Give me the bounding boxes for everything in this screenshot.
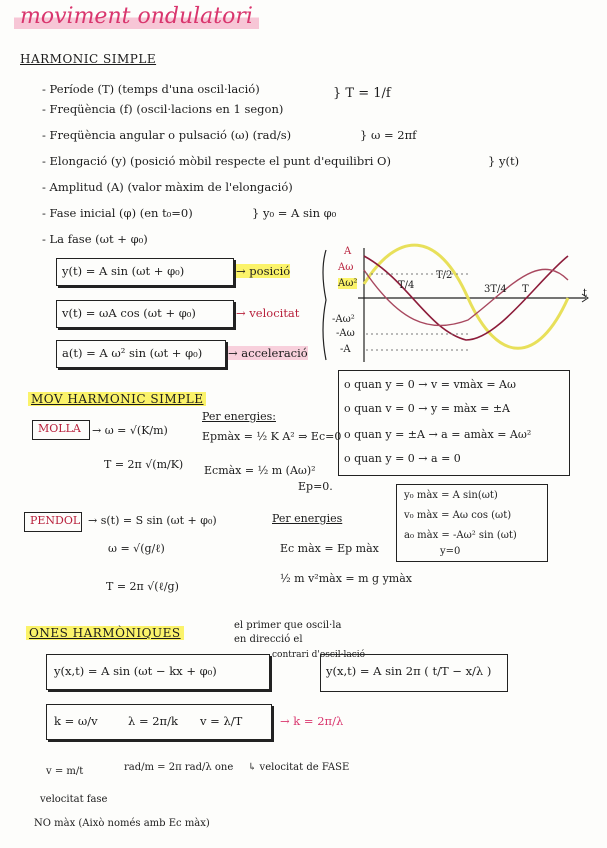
graph-xlabel: T — [522, 284, 529, 295]
pendol-energies: Ec màx = Ep màx — [280, 542, 379, 555]
pendol-energies: ½ m v²màx = m g ymàx — [280, 572, 412, 585]
list-item: - La fase (ωt + φ₀) — [42, 232, 148, 246]
eq-velocity: v(t) = ωA cos (ωt + φ₀) — [62, 306, 196, 320]
molla-omega: → ω = √(K/m) — [92, 424, 168, 437]
list-item: - Període (T) (temps d'una oscil·lació) — [42, 82, 260, 96]
max-line: y₀ màx = A sin(ωt) — [404, 490, 498, 501]
label-position: → posició — [236, 264, 291, 278]
pendol-period: T = 2π √(ℓ/g) — [106, 580, 179, 593]
formula-w: } ω = 2πf — [360, 128, 417, 142]
graph-ylabel: -A — [340, 344, 351, 355]
graph-xlabel: 3T/4 — [484, 284, 507, 295]
eq-position: y(t) = A sin (ωt + φ₀) — [62, 264, 185, 278]
page-title: moviment ondulatori — [14, 4, 259, 29]
condition-line: o quan v = 0 → y = màx = ±A — [344, 402, 511, 415]
graph-xlabel: T/2 — [436, 270, 453, 281]
graph-ylabel: -Aω — [336, 328, 355, 339]
eq-k: k = ω/v — [54, 714, 98, 728]
footer-note: NO màx (Això només amb Ec màx) — [34, 818, 210, 829]
pendol-label: PENDOL — [30, 514, 81, 527]
graph-ylabel: Aω² — [338, 278, 358, 289]
eq-k-red: → k = 2π/λ — [280, 714, 344, 728]
wave-equation: y(x,t) = A sin (ωt − kx + φ₀) — [54, 664, 217, 678]
pendol-energies-title: Per energies — [272, 512, 343, 525]
label-acceleration: → acceleració — [228, 346, 308, 360]
note: en direcció el — [234, 634, 303, 645]
list-item: - Freqüència angular o pulsació (ω) (rad/s) — [42, 128, 292, 142]
energies-title: Per energies: — [202, 410, 276, 423]
section-heading-harmonic: HARMONIC SIMPLE — [20, 52, 157, 66]
list-item: - Amplitud (A) (valor màxim de l'elongació) — [42, 180, 293, 194]
vel-fase-left: velocitat fase — [40, 794, 108, 805]
eq-lambda: λ = 2π/k — [128, 714, 178, 728]
vel-fase-right: ↳ velocitat de FASE — [248, 762, 350, 773]
max-line: y=0 — [440, 546, 461, 557]
graph-xlabel: T/4 — [398, 280, 415, 291]
list-item: - Freqüència (f) (oscil·lacions en 1 segon) — [42, 102, 284, 116]
energies-line: Ecmàx = ½ m (Aω)² — [204, 464, 316, 477]
eq-acceleration: a(t) = A ω² sin (ωt + φ₀) — [62, 346, 203, 360]
condition-line: o quan y = ±A → a = amàx = Aω² — [344, 428, 532, 441]
note: el primer que oscil·la — [234, 620, 342, 631]
graph-ylabel: A — [344, 246, 352, 257]
max-line: a₀ màx = -Aω² sin (ωt) — [404, 530, 517, 541]
pendol-s: → s(t) = S sin (ωt + φ₀) — [88, 514, 217, 527]
graph-ylabel: -Aω² — [332, 314, 355, 325]
graph-axis-t: t — [583, 288, 588, 299]
max-line: v₀ màx = Aω cos (ωt) — [404, 510, 512, 521]
graph-ylabel: Aω — [338, 262, 354, 273]
list-item: - Elongació (y) (posició mòbil respecte el punt d'equilibri O) — [42, 154, 391, 168]
list-item: - Fase inicial (φ) (en t₀=0) — [42, 206, 193, 220]
eq-v-small: v = m/t — [46, 766, 84, 777]
note: contrari d'oscil·lació — [272, 650, 366, 660]
wave-equation-2: y(x,t) = A sin 2π ( t/T − x/λ ) — [326, 664, 492, 678]
formula-y: } y(t) — [488, 154, 520, 168]
label-velocity: → velocitat — [236, 306, 300, 320]
molla-period: T = 2π √(m/K) — [104, 458, 184, 471]
sine-graph — [318, 240, 598, 370]
eq-rad: rad/m = 2π rad/λ one — [124, 762, 234, 773]
pendol-omega: ω = √(g/ℓ) — [108, 542, 165, 555]
formula-T: } T = 1/f — [333, 86, 391, 101]
section-heading-mov: MOV HARMONIC SIMPLE — [28, 392, 206, 406]
eq-v: v = λ/T — [200, 714, 243, 728]
molla-label: MOLLA — [38, 422, 81, 435]
section-heading-ones: ONES HARMÒNIQUES — [26, 626, 184, 640]
condition-line: o quan y = 0 → v = vmàx = Aω — [344, 378, 516, 391]
formula-y0: } y₀ = A sin φ₀ — [252, 206, 337, 220]
energies-line: Ep=0. — [298, 480, 333, 493]
energies-line: Epmàx = ½ K A² ⇒ Ec=0 — [202, 430, 342, 443]
condition-line: o quan y = 0 → a = 0 — [344, 452, 461, 465]
